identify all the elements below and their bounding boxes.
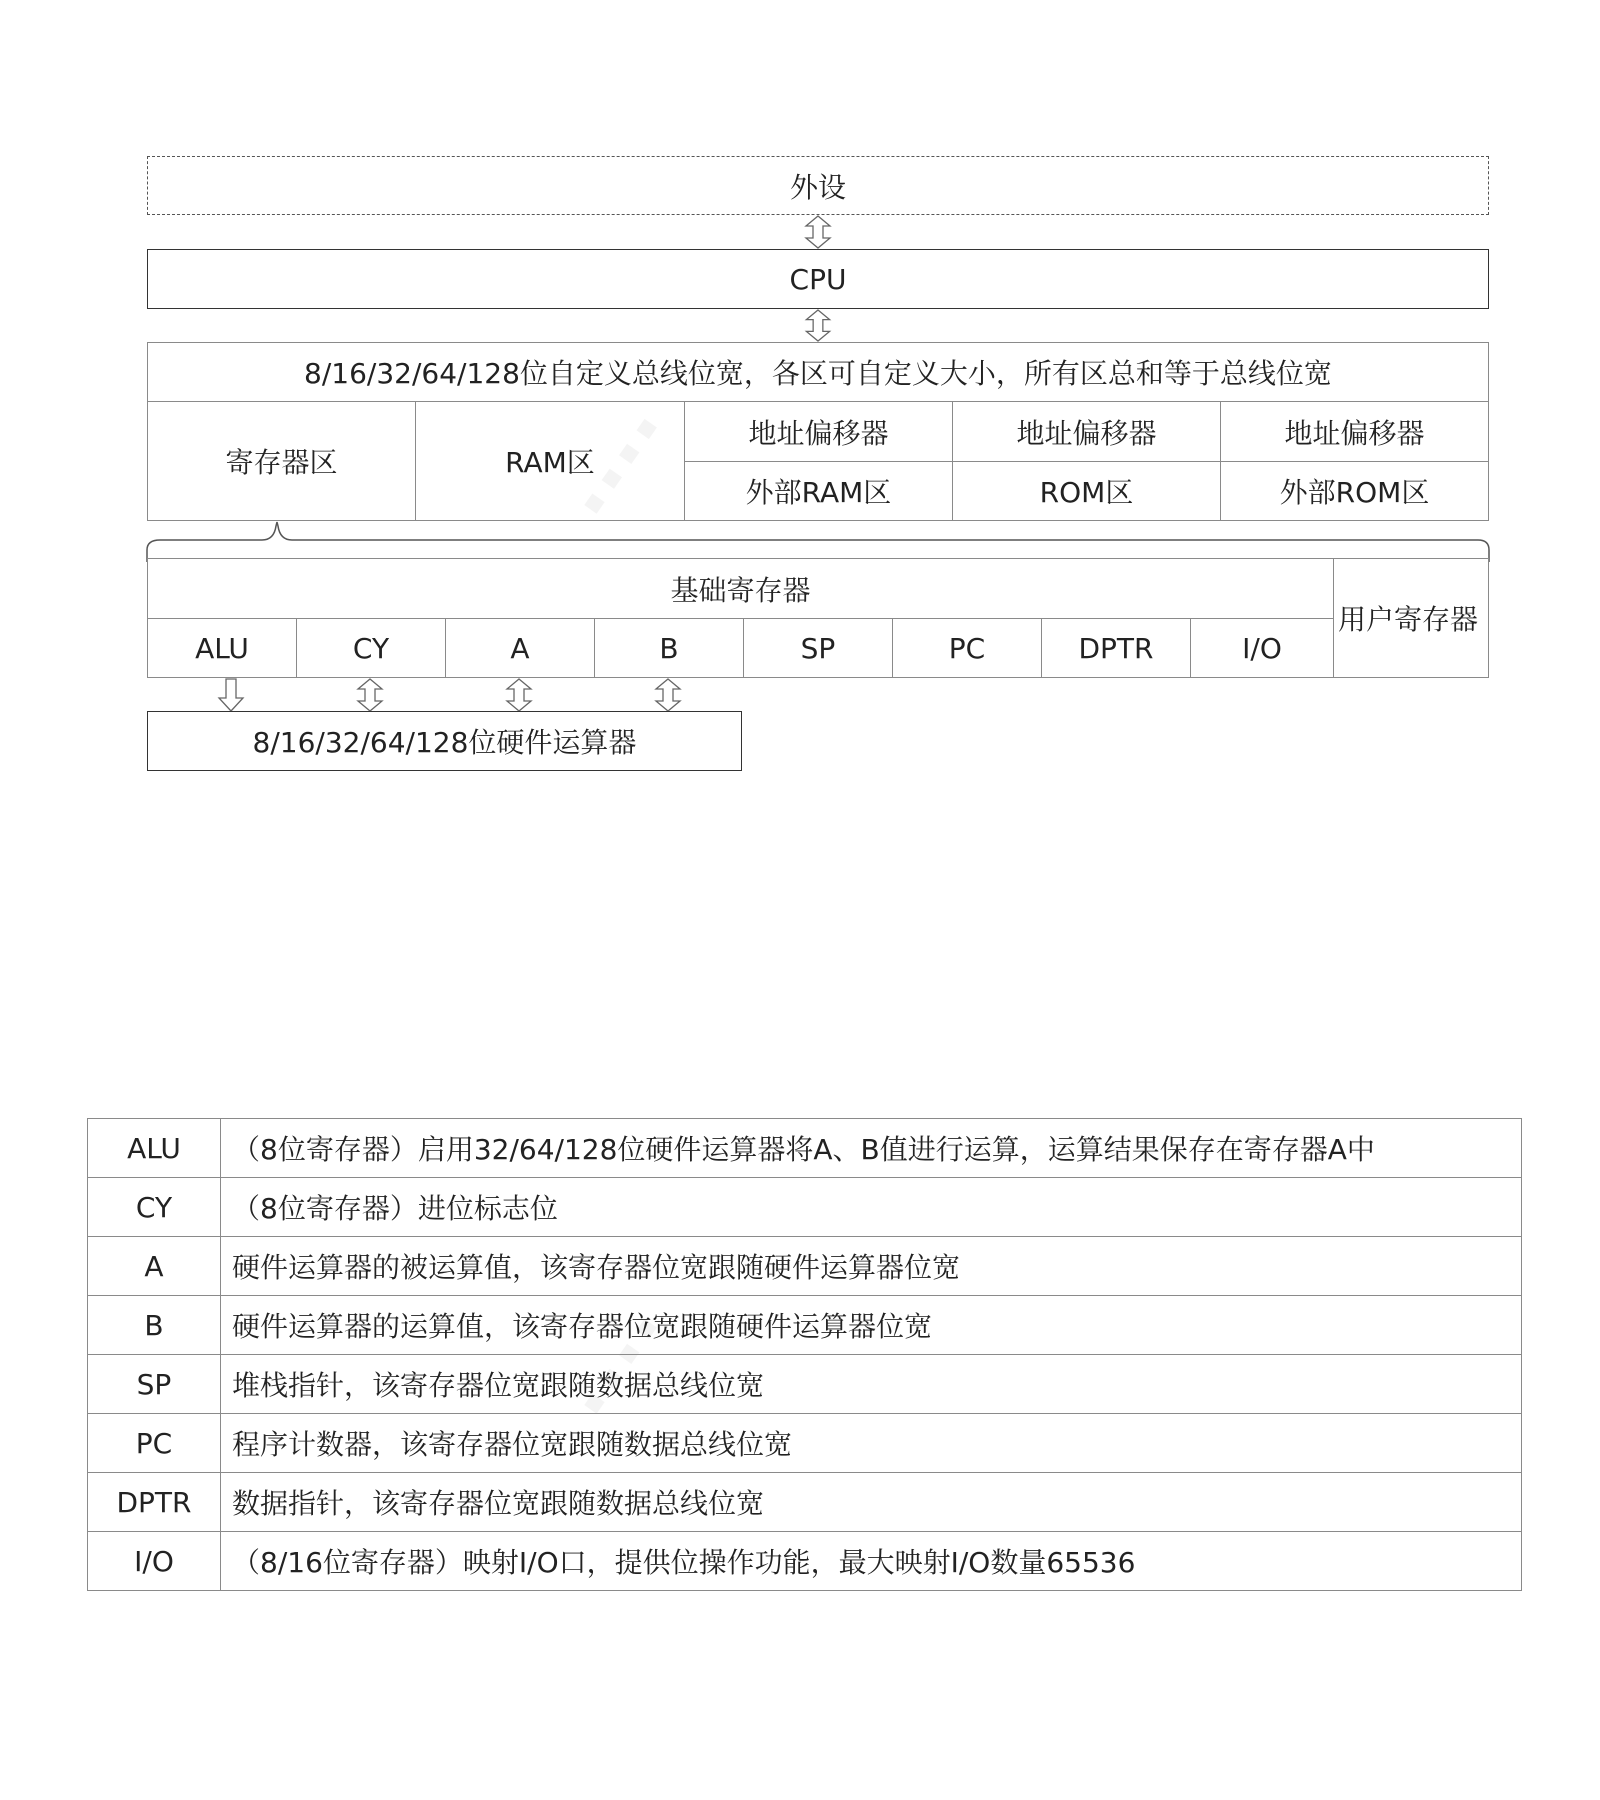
cpu-box bbox=[147, 249, 1489, 309]
bidirectional-arrow-icon bbox=[800, 309, 836, 342]
register-label: B bbox=[659, 631, 679, 665]
table-key-cell: SP bbox=[88, 1355, 221, 1414]
bidirectional-arrow-icon bbox=[800, 215, 836, 249]
table-row bbox=[88, 1473, 1522, 1532]
bus-width-label: 8/16/32/64/128位自定义总线位宽，各区可自定义大小，所有区总和等于总线位宽 bbox=[304, 357, 1332, 390]
register-label: SP bbox=[800, 631, 836, 665]
table-desc-cell: （8位寄存器）进位标志位 bbox=[221, 1178, 1522, 1237]
table-desc-cell: （8/16位寄存器）映射I/O口，提供位操作功能，最大映射I/O数量65536 bbox=[221, 1532, 1522, 1591]
basic-registers-label: 基础寄存器 bbox=[670, 573, 811, 607]
table-row bbox=[88, 1355, 1522, 1414]
table-key-cell: PC bbox=[88, 1414, 221, 1473]
register-cell-sp bbox=[743, 618, 893, 678]
address-offset-cell bbox=[684, 401, 953, 462]
address-offset-label: 地址偏移器 bbox=[1016, 416, 1157, 450]
table-row bbox=[88, 1237, 1522, 1296]
external-ram-area-label: 外部RAM区 bbox=[745, 476, 892, 509]
table-key-cell: CY bbox=[88, 1178, 221, 1237]
register-area-label: 寄存器区 bbox=[225, 446, 338, 479]
peripheral-box bbox=[147, 156, 1489, 215]
table-desc-cell: （8位寄存器）启用32/64/128位硬件运算器将A、B值进行运算，运算结果保存在寄存器A中 bbox=[221, 1119, 1522, 1178]
ram-area-cell bbox=[415, 401, 685, 521]
register-cell-b bbox=[594, 618, 744, 678]
user-registers-cell bbox=[1333, 558, 1489, 678]
external-rom-area-cell bbox=[1220, 461, 1489, 521]
external-rom-area-label: 外部ROM区 bbox=[1279, 476, 1430, 509]
hardware-alu-box bbox=[147, 711, 742, 771]
table-desc-cell: 硬件运算器的运算值，该寄存器位宽跟随硬件运算器位宽 bbox=[221, 1296, 1522, 1355]
down-arrow-icon bbox=[213, 678, 249, 712]
table-desc-cell: 数据指针，该寄存器位宽跟随数据总线位宽 bbox=[221, 1473, 1522, 1532]
table-row bbox=[88, 1414, 1522, 1473]
table-row bbox=[88, 1119, 1522, 1178]
table-row bbox=[88, 1178, 1522, 1237]
table-key-cell: I/O bbox=[88, 1532, 221, 1591]
register-label: ALU bbox=[195, 631, 249, 665]
register-label: DPTR bbox=[1078, 631, 1154, 665]
rom-area-label: ROM区 bbox=[1039, 476, 1134, 509]
register-cell-cy bbox=[296, 618, 446, 678]
bidirectional-arrow-icon bbox=[650, 678, 686, 712]
table-key-cell: ALU bbox=[88, 1119, 221, 1178]
cpu-label: CPU bbox=[789, 262, 847, 296]
address-offset-label: 地址偏移器 bbox=[1284, 416, 1425, 450]
address-offset-cell bbox=[952, 401, 1221, 462]
table-row bbox=[88, 1532, 1522, 1591]
external-ram-area-cell bbox=[684, 461, 953, 521]
register-cell-pc bbox=[892, 618, 1042, 678]
hardware-alu-label: 8/16/32/64/128位硬件运算器 bbox=[252, 726, 637, 759]
address-offset-cell bbox=[1220, 401, 1489, 462]
register-description-table bbox=[87, 1118, 1522, 1591]
basic-registers-header bbox=[147, 558, 1334, 619]
table-row bbox=[88, 1296, 1522, 1355]
register-label: I/O bbox=[1242, 631, 1282, 665]
ram-area-label: RAM区 bbox=[505, 446, 595, 479]
bidirectional-arrow-icon bbox=[352, 678, 388, 712]
user-registers-label: 用户寄存器 bbox=[1338, 603, 1479, 636]
register-cell-io bbox=[1190, 618, 1334, 678]
register-label: A bbox=[510, 631, 530, 665]
table-key-cell: DPTR bbox=[88, 1473, 221, 1532]
register-label: PC bbox=[948, 631, 986, 665]
register-area-cell bbox=[147, 401, 416, 521]
table-desc-cell: 程序计数器，该寄存器位宽跟随数据总线位宽 bbox=[221, 1414, 1522, 1473]
table-key-cell: B bbox=[88, 1296, 221, 1355]
table-key-cell: A bbox=[88, 1237, 221, 1296]
bus-width-header bbox=[147, 342, 1489, 402]
bidirectional-arrow-icon bbox=[501, 678, 537, 712]
register-cell-dptr bbox=[1041, 618, 1191, 678]
peripheral-label: 外设 bbox=[789, 170, 846, 204]
table-desc-cell: 堆栈指针，该寄存器位宽跟随数据总线位宽 bbox=[221, 1355, 1522, 1414]
rom-area-cell bbox=[952, 461, 1221, 521]
address-offset-label: 地址偏移器 bbox=[748, 416, 889, 450]
table-desc-cell: 硬件运算器的被运算值，该寄存器位宽跟随硬件运算器位宽 bbox=[221, 1237, 1522, 1296]
register-cell-alu bbox=[147, 618, 297, 678]
register-cell-a bbox=[445, 618, 595, 678]
register-label: CY bbox=[352, 631, 390, 665]
